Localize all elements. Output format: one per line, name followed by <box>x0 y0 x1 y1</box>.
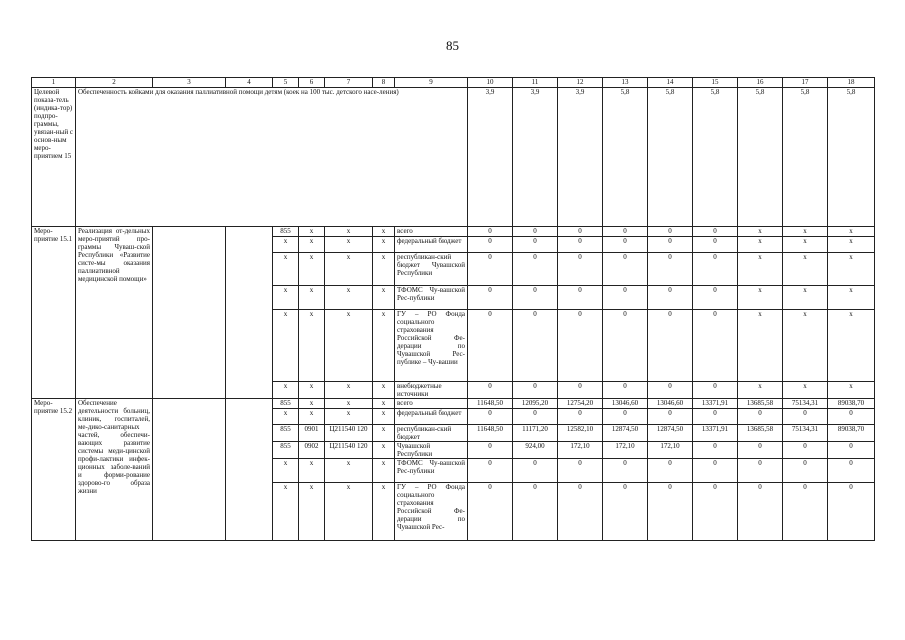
code-cell: x <box>299 382 325 399</box>
value-cell: 13371,91 <box>693 399 738 409</box>
value-cell: 0 <box>648 382 693 399</box>
indicator-label: Целевой показа-тель (индика-тор) подпро-граммы, увязан-ный с основ-ным меро-приятием 15 <box>32 88 76 227</box>
value-cell: 0 <box>603 409 648 425</box>
funding-source: республикан-ский бюджет Чувашской Республики <box>395 253 468 286</box>
header-cell: 6 <box>299 78 325 88</box>
header-cell: 13 <box>603 78 648 88</box>
value-cell: 0 <box>693 286 738 310</box>
code-cell: x <box>373 442 395 459</box>
code-cell: Ц211540 120 <box>325 425 373 442</box>
code-cell: x <box>273 459 299 483</box>
code-cell: x <box>273 382 299 399</box>
value-cell: 0 <box>603 253 648 286</box>
code-cell: x <box>299 459 325 483</box>
value-cell: 0 <box>558 382 603 399</box>
value-cell: 0 <box>648 237 693 253</box>
code-cell: x <box>299 399 325 409</box>
value-cell: 0 <box>738 442 783 459</box>
value-cell: 0 <box>648 459 693 483</box>
value-cell: 0 <box>828 483 875 541</box>
header-cell: 2 <box>76 78 153 88</box>
code-cell: 855 <box>273 425 299 442</box>
code-cell: x <box>373 310 395 382</box>
funding-source: республикан-ский бюджет <box>395 425 468 442</box>
code-cell: x <box>299 409 325 425</box>
value-cell: 0 <box>513 310 558 382</box>
value-cell: x <box>783 237 828 253</box>
value-cell: 0 <box>828 442 875 459</box>
value-cell: x <box>828 286 875 310</box>
header-cell: 10 <box>468 78 513 88</box>
code-cell: x <box>373 253 395 286</box>
value-cell: 0 <box>558 286 603 310</box>
empty-cell <box>226 227 273 399</box>
code-cell: x <box>325 409 373 425</box>
code-cell: x <box>325 399 373 409</box>
code-cell: x <box>373 237 395 253</box>
empty-cell <box>153 399 226 541</box>
value-cell: 0 <box>828 459 875 483</box>
value-cell: x <box>738 237 783 253</box>
value-cell: 172,10 <box>558 442 603 459</box>
code-cell: x <box>273 310 299 382</box>
value-cell: 89038,70 <box>828 399 875 409</box>
code-cell: x <box>299 237 325 253</box>
value-cell: 13685,58 <box>738 425 783 442</box>
value-cell: 0 <box>648 483 693 541</box>
code-cell: x <box>373 409 395 425</box>
value-cell: 0 <box>468 227 513 237</box>
value-cell: 0 <box>693 409 738 425</box>
value-cell: 11171,20 <box>513 425 558 442</box>
value-cell: 0 <box>783 409 828 425</box>
value-cell: 5,8 <box>783 88 828 227</box>
value-cell: 0 <box>558 237 603 253</box>
code-cell: Ц211540 120 <box>325 442 373 459</box>
header-cell: 7 <box>325 78 373 88</box>
header-cell: 8 <box>373 78 395 88</box>
value-cell: 0 <box>648 253 693 286</box>
funding-source: ГУ – РО Фонда социального страхования Российской Фе-дерации по Чувашской Рес-публике – Чу-вашии <box>395 310 468 382</box>
code-cell: x <box>299 253 325 286</box>
value-cell: 0 <box>648 310 693 382</box>
code-cell: x <box>273 409 299 425</box>
header-cell: 18 <box>828 78 875 88</box>
value-cell: 13371,91 <box>693 425 738 442</box>
code-cell: 855 <box>273 442 299 459</box>
value-cell: x <box>783 253 828 286</box>
funding-source: Чувашской Республики <box>395 442 468 459</box>
value-cell: 0 <box>693 310 738 382</box>
value-cell: 0 <box>738 459 783 483</box>
code-cell: 855 <box>273 399 299 409</box>
value-cell: 11648,50 <box>468 425 513 442</box>
value-cell: 0 <box>513 483 558 541</box>
code-cell: x <box>325 459 373 483</box>
value-cell: 0 <box>558 459 603 483</box>
header-row <box>32 78 875 88</box>
value-cell: 0 <box>603 483 648 541</box>
value-cell: 0 <box>513 253 558 286</box>
value-cell: 13046,60 <box>648 399 693 409</box>
value-cell: x <box>828 237 875 253</box>
value-cell: 89038,70 <box>828 425 875 442</box>
value-cell: 0 <box>468 286 513 310</box>
funding-source: ТФОМС Чу-вашской Рес-публики <box>395 286 468 310</box>
header-cell: 14 <box>648 78 693 88</box>
code-cell: x <box>373 382 395 399</box>
value-cell: 0 <box>783 459 828 483</box>
funding-row <box>32 227 875 237</box>
value-cell: 12874,50 <box>648 425 693 442</box>
page-number: 85 <box>446 38 459 53</box>
value-cell: 0 <box>603 237 648 253</box>
value-cell: 0 <box>738 409 783 425</box>
code-cell: x <box>325 382 373 399</box>
value-cell: 0 <box>468 310 513 382</box>
value-cell: 0 <box>783 442 828 459</box>
value-cell: 0 <box>828 409 875 425</box>
value-cell: 0 <box>693 442 738 459</box>
value-cell: 0 <box>513 227 558 237</box>
value-cell: x <box>828 310 875 382</box>
value-cell: 0 <box>558 253 603 286</box>
value-cell: 0 <box>468 483 513 541</box>
value-cell: 11648,50 <box>468 399 513 409</box>
code-cell: x <box>273 253 299 286</box>
value-cell: 172,10 <box>648 442 693 459</box>
value-cell: 75134,31 <box>783 399 828 409</box>
code-cell: x <box>299 310 325 382</box>
code-cell: x <box>325 227 373 237</box>
value-cell: 0 <box>693 382 738 399</box>
value-cell: x <box>738 227 783 237</box>
value-cell: 0 <box>558 310 603 382</box>
value-cell: 12874,50 <box>603 425 648 442</box>
code-cell: x <box>325 286 373 310</box>
value-cell: 0 <box>783 483 828 541</box>
value-cell: 5,8 <box>828 88 875 227</box>
funding-source: ГУ – РО Фонда социального страхования Российской Фе-дерации по Чувашской Рес- <box>395 483 468 541</box>
empty-cell <box>226 399 273 541</box>
empty-cell <box>153 227 226 399</box>
value-cell: 12582,10 <box>558 425 603 442</box>
value-cell: x <box>783 286 828 310</box>
funding-source: внебюджетные источники <box>395 382 468 399</box>
value-cell: 0 <box>468 409 513 425</box>
value-cell: 0 <box>468 382 513 399</box>
measure-label: Меро-приятие 15.2 <box>32 399 76 541</box>
code-cell: 855 <box>273 227 299 237</box>
header-cell: 9 <box>395 78 468 88</box>
value-cell: 0 <box>738 483 783 541</box>
value-cell: 5,8 <box>648 88 693 227</box>
value-cell: 3,9 <box>558 88 603 227</box>
header-cell: 16 <box>738 78 783 88</box>
header-cell: 3 <box>153 78 226 88</box>
value-cell: x <box>738 382 783 399</box>
code-cell: x <box>325 310 373 382</box>
value-cell: 13685,58 <box>738 399 783 409</box>
value-cell: 3,9 <box>468 88 513 227</box>
value-cell: 0 <box>468 459 513 483</box>
header-cell: 12 <box>558 78 603 88</box>
value-cell: 0 <box>513 409 558 425</box>
value-cell: 0 <box>693 459 738 483</box>
header-cell: 4 <box>226 78 273 88</box>
value-cell: x <box>828 382 875 399</box>
value-cell: 0 <box>648 227 693 237</box>
value-cell: 0 <box>513 459 558 483</box>
value-cell: 12754,20 <box>558 399 603 409</box>
value-cell: 0 <box>513 382 558 399</box>
value-cell: 5,8 <box>693 88 738 227</box>
funding-source: всего <box>395 399 468 409</box>
value-cell: 0 <box>468 442 513 459</box>
funding-source: федеральный бюджет <box>395 237 468 253</box>
value-cell: 0 <box>558 483 603 541</box>
indicator-row <box>32 88 875 227</box>
code-cell: x <box>325 237 373 253</box>
value-cell: x <box>783 310 828 382</box>
funding-source: всего <box>395 227 468 237</box>
code-cell: x <box>299 483 325 541</box>
value-cell: x <box>738 253 783 286</box>
header-cell: 1 <box>32 78 76 88</box>
value-cell: 75134,31 <box>783 425 828 442</box>
code-cell: x <box>325 253 373 286</box>
value-cell: 0 <box>513 286 558 310</box>
value-cell: x <box>783 227 828 237</box>
code-cell: x <box>373 459 395 483</box>
code-cell: x <box>299 227 325 237</box>
value-cell: x <box>738 286 783 310</box>
funding-row <box>32 399 875 409</box>
program-table <box>31 77 875 541</box>
funding-source: федеральный бюджет <box>395 409 468 425</box>
value-cell: 0 <box>693 237 738 253</box>
code-cell: 0901 <box>299 425 325 442</box>
header-cell: 5 <box>273 78 299 88</box>
value-cell: 0 <box>693 227 738 237</box>
indicator-description: Обеспеченность койками для оказания паллиативной помощи детям (коек на 100 тыс. детского насе-ления) <box>76 88 468 227</box>
value-cell: 0 <box>468 253 513 286</box>
measure-description: Обеспечение деятельности больниц, клиник, госпиталей, ме-дико-санитарных частей, обеспечи-вающих развитие системы меди-цинской профи-лактики инфек-ционных заболе-ваний и форми-рование здорово-го образа жизни <box>76 399 153 541</box>
header-cell: 15 <box>693 78 738 88</box>
header-cell: 17 <box>783 78 828 88</box>
value-cell: 0 <box>648 286 693 310</box>
code-cell: x <box>273 286 299 310</box>
value-cell: 0 <box>603 459 648 483</box>
code-cell: x <box>273 483 299 541</box>
funding-source: ТФОМС Чу-вашской Рес-публики <box>395 459 468 483</box>
code-cell: x <box>373 483 395 541</box>
value-cell: 0 <box>603 310 648 382</box>
value-cell: 13046,60 <box>603 399 648 409</box>
code-cell: x <box>299 286 325 310</box>
value-cell: x <box>828 227 875 237</box>
code-cell: x <box>373 286 395 310</box>
value-cell: 172,10 <box>603 442 648 459</box>
value-cell: 0 <box>693 483 738 541</box>
code-cell: x <box>273 237 299 253</box>
value-cell: 0 <box>558 227 603 237</box>
value-cell: 3,9 <box>513 88 558 227</box>
value-cell: 5,8 <box>603 88 648 227</box>
measure-label: Меро-приятие 15.1 <box>32 227 76 399</box>
value-cell: 0 <box>603 286 648 310</box>
value-cell: 0 <box>468 237 513 253</box>
value-cell: 0 <box>513 237 558 253</box>
value-cell: 12095,20 <box>513 399 558 409</box>
value-cell: x <box>738 310 783 382</box>
measure-description: Реализация от-дельных меро-приятий про-граммы Чуваш-ской Республики «Развитие систе-мы оказания паллиативной медицинской помощи» <box>76 227 153 399</box>
value-cell: 924,00 <box>513 442 558 459</box>
value-cell: x <box>828 253 875 286</box>
value-cell: x <box>783 382 828 399</box>
value-cell: 0 <box>693 253 738 286</box>
value-cell: 0 <box>603 227 648 237</box>
code-cell: x <box>373 227 395 237</box>
code-cell: 0902 <box>299 442 325 459</box>
value-cell: 0 <box>558 409 603 425</box>
header-cell: 11 <box>513 78 558 88</box>
table-body <box>32 78 875 541</box>
code-cell: x <box>373 399 395 409</box>
code-cell: x <box>373 425 395 442</box>
value-cell: 0 <box>648 409 693 425</box>
value-cell: 0 <box>603 382 648 399</box>
value-cell: 5,8 <box>738 88 783 227</box>
code-cell: x <box>325 483 373 541</box>
